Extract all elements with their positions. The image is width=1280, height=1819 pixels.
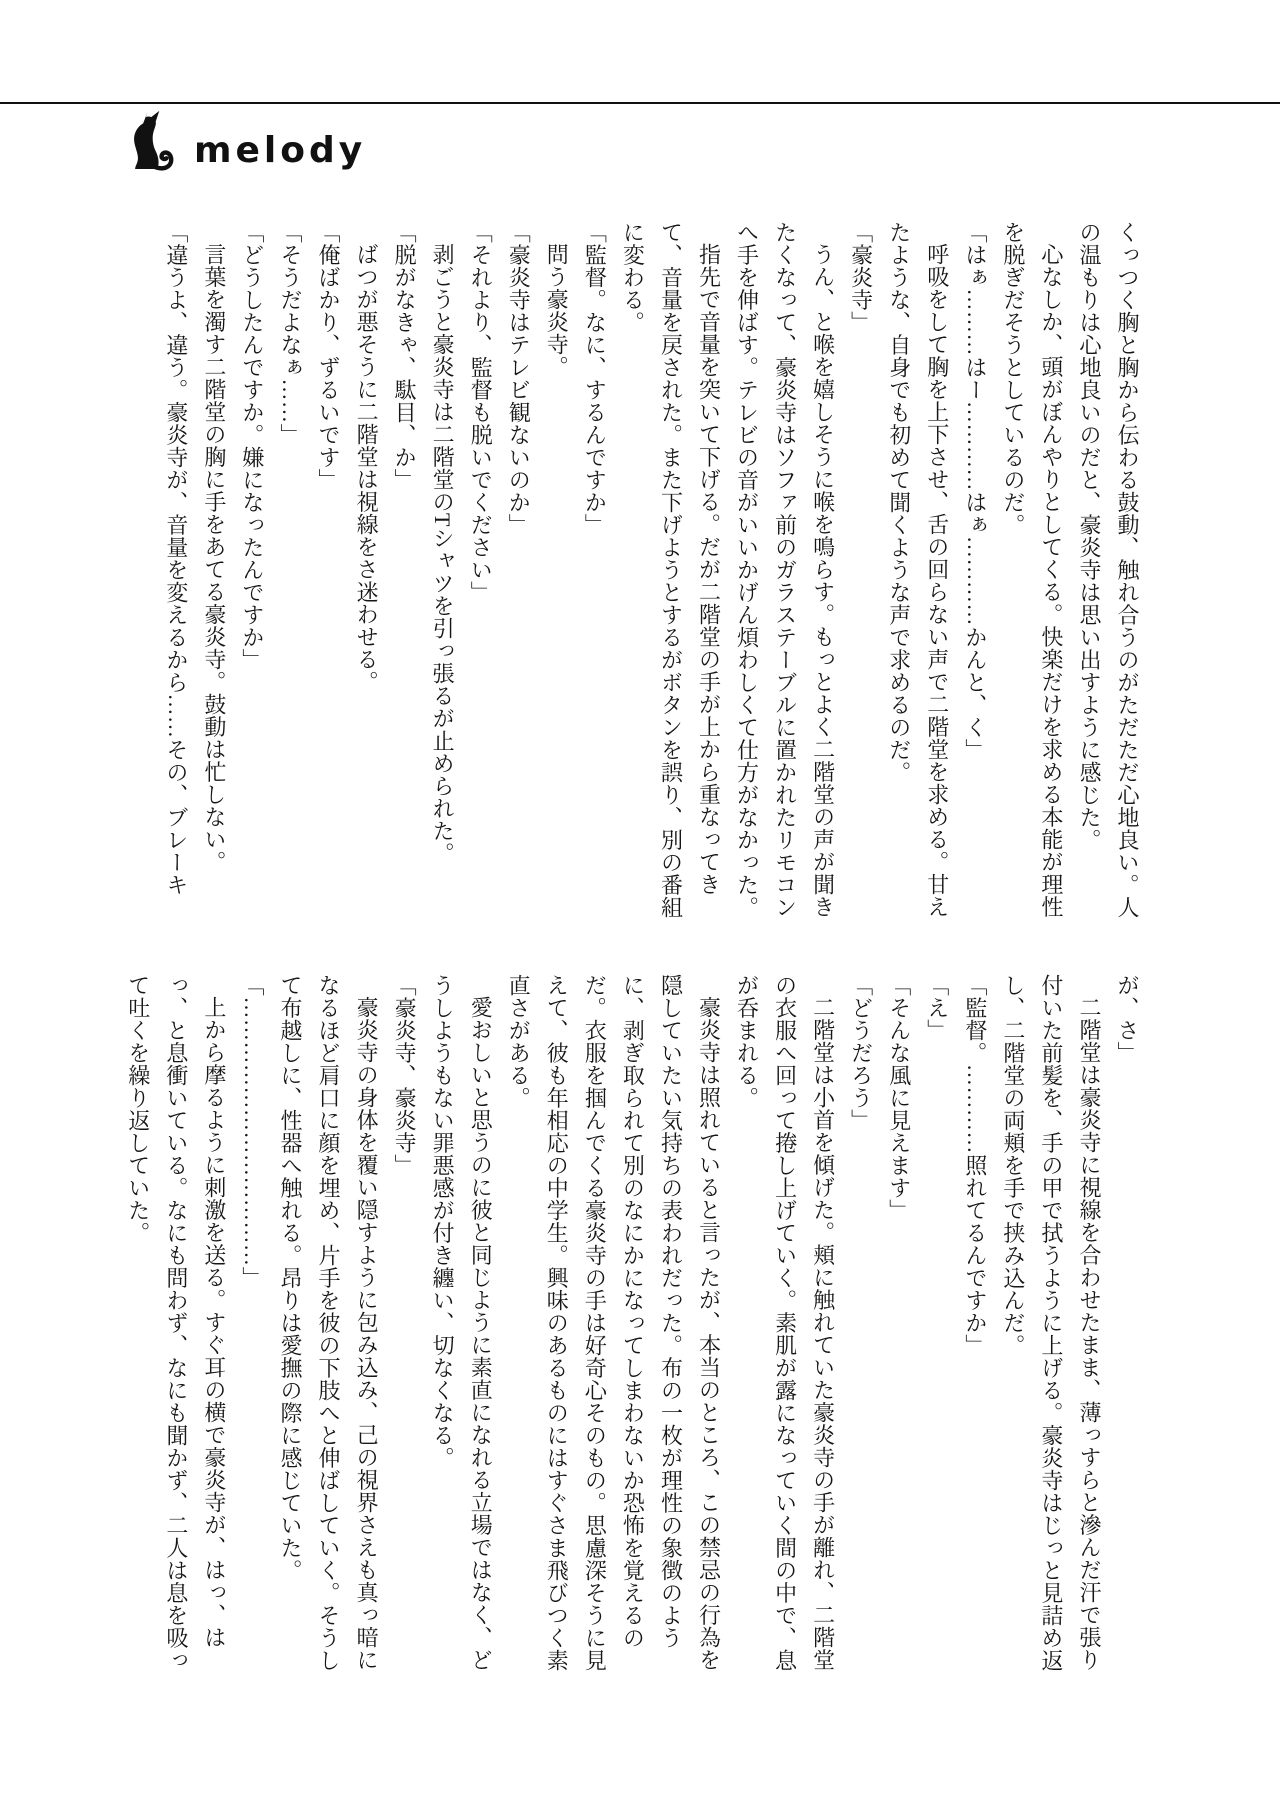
text-paragraph: 「え」 — [924, 974, 950, 1042]
text-paragraph: 「そんな風に見えます」 — [886, 974, 912, 1222]
text-paragraph: 「豪炎寺はテレビ観ないのか」 — [506, 221, 532, 536]
text-paragraph: 愛おしいと思うのに彼と同じように素直になれる立場ではなく、どうしようもない罪悪感が付き纏い、切なくなる。 — [430, 974, 494, 1671]
text-band-lower — [116, 974, 1146, 1692]
text-paragraph: 「そうだよなぁ……」 — [277, 221, 303, 446]
text-band-upper — [116, 221, 1146, 921]
text-paragraph: 問う豪炎寺。 — [544, 243, 570, 378]
text-paragraph: 豪炎寺の身体を覆い隠すように包み込み、己の視界さえも真っ暗になるほど肩口に顔を埋め、片手を彼の下肢へと伸ばしていく。そうして布越しに、性器へ触れる。昂りは愛撫の際に感じていた。 — [277, 974, 380, 1672]
text-paragraph: 言葉を濁す二階堂の胸に手をあてる豪炎寺。鼓動は忙しない。 — [201, 243, 227, 873]
cat-silhouette-icon — [126, 110, 180, 178]
text-paragraph: が、さ」 — [1115, 974, 1140, 1064]
logo-text: melody — [194, 129, 367, 171]
text-paragraph: 豪炎寺は照れていると言ったが、本当のところ、この禁忌の行為を隠していたい気持ちの表われだった。布の一枚が理性の象徴のように、剥ぎ取られて別のなにかになってしまわないか恐怖を覚えるのだ。衣服を掴んでくる豪炎寺の手は好奇心そのもの。思慮深そうに見えて、彼も年相応の中学生。興味のあるものにはすぐさま飛びつく素直さがある。 — [506, 974, 722, 1672]
text-paragraph: 二階堂は小首を傾げた。頬に触れていた豪炎寺の手が離れ、二階堂の衣服へ回って捲し上げていく。素肌が露になっていく間の中で、息が呑まれる。 — [734, 974, 836, 1672]
text-paragraph: 指先で音量を突いて下げる。だが二階堂の手が上から重なってきて、音量を戻された。また下げようとするがボタンを誤り、別の番組に変わる。 — [620, 221, 722, 919]
text-paragraph: 呼吸をして胸を上下させ、舌の回らない声で二階堂を求める。甘えたような、自身でも初めて聞くような声で求めるのだ。 — [886, 221, 950, 918]
text-paragraph: 「脱がなきゃ、駄目、か」 — [392, 221, 418, 491]
text-paragraph: 二階堂は豪炎寺に視線を合わせたまま、薄っすらと滲んだ汗で張り付いた前髪を、手の甲で拭うように上げる。豪炎寺はじっと見詰め返し、二階堂の両頬を手で挟み込んだ。 — [1000, 974, 1102, 1672]
text-paragraph: 「どうしたんですか。嫌になったんですか」 — [239, 221, 265, 671]
text-paragraph: 「それより、監督も脱いでください」 — [468, 221, 494, 604]
text-paragraph: 「豪炎寺、豪炎寺」 — [392, 974, 418, 1177]
text-paragraph: 「監督。…………照れてるんですか」 — [962, 974, 988, 1357]
text-paragraph: 「どうだろう」 — [848, 974, 874, 1132]
text-paragraph: くっつく胸と胸から伝わる鼓動、触れ合うのがただただ心地良い。人の温もりは心地良いのだと、豪炎寺は思い出すように感じた。 — [1076, 221, 1140, 919]
text-paragraph: 「………………………………」 — [239, 974, 265, 1289]
text-paragraph: 「俺ばかり、ずるいです」 — [316, 221, 342, 491]
text-paragraph: 「豪炎寺」 — [848, 221, 874, 334]
text-paragraph: 剥ごうと豪炎寺は二階堂のTシャツを引っ張るが止められた。 — [430, 243, 456, 865]
text-paragraph: 「監督。なに、するんですか」 — [582, 221, 608, 536]
text-paragraph: 「はぁ………はー…………はぁ…………かんと、く」 — [962, 221, 988, 761]
text-paragraph: ばつが悪そうに二階堂は視線をさ迷わせる。 — [354, 243, 380, 693]
header-divider-rule — [0, 102, 1280, 104]
text-paragraph: 上から摩るように刺激を送る。すぐ耳の横で豪炎寺が、はっ、はっ、と息衝いている。なにも問わず、なにも聞かず、二人は息を吸って吐くを繰り返していた。 — [125, 974, 227, 1672]
circle-logo — [126, 110, 366, 178]
text-paragraph: うん、と喉を嬉しそうに喉を鳴らす。もっとよく二階堂の声が聞きたくなって、豪炎寺はソファ前のガラステーブルに置かれたリモコンへ手を伸ばす。テレビの音がいいかげん煩わしくて仕方がなかった。 — [734, 221, 836, 919]
text-paragraph: 「違うよ、違う。豪炎寺が、音量を変えるから……その、ブレーキ — [163, 221, 189, 896]
text-paragraph: 心なしか、頭がぼんやりとしてくる。快楽だけを求める本能が理性を脱ぎだそうとしているのだ。 — [1000, 221, 1064, 918]
